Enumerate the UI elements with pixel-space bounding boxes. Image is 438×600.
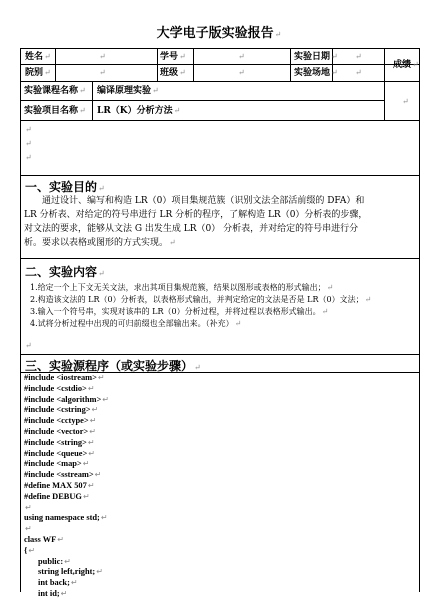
table-divider: [20, 120, 420, 121]
paragraph-mark-icon: ↵: [179, 52, 186, 61]
report-title-text: 大学电子版实验报告: [156, 26, 274, 41]
paragraph-mark-icon: ↵: [44, 52, 51, 61]
code-line: #include <map>↵: [24, 459, 90, 469]
paragraph-mark-icon: ↵: [25, 125, 32, 134]
code-line: #include <queue>↵: [24, 448, 95, 458]
paragraph-mark-icon: ↵: [194, 363, 201, 372]
code-line: #include <vector>↵: [24, 426, 96, 436]
table-divider: [384, 48, 385, 120]
paragraph-mark-icon: ↵: [98, 184, 105, 193]
class-label: 班级↵: [160, 68, 186, 78]
paragraph-mark-icon: ↵: [44, 68, 51, 77]
name-field[interactable]: [98, 51, 106, 63]
class-field[interactable]: [237, 67, 245, 79]
table-divider: [20, 175, 420, 176]
paragraph-mark-icon: ↵: [364, 295, 372, 304]
blank-line: [24, 138, 32, 150]
section-heading-purpose: 一、实验目的↵: [25, 180, 105, 194]
paragraph-mark-icon: ↵: [274, 30, 282, 39]
grade-field[interactable]: [401, 96, 409, 108]
table-divider: [20, 100, 384, 101]
course-label: 实验课程名称↵: [24, 86, 86, 96]
location-field[interactable]: [354, 67, 362, 79]
student-id-label: 学号↵: [160, 52, 186, 62]
table-divider: [157, 48, 158, 81]
code-line: public:↵: [38, 556, 71, 566]
code-line: ↵: [25, 502, 32, 512]
paragraph-mark-icon: ↵: [238, 68, 245, 77]
paragraph-mark-icon: ↵: [98, 269, 105, 278]
course-name: 编译原理实验↵: [97, 86, 159, 96]
paragraph-mark-icon: ↵: [331, 52, 338, 61]
section-heading-source: 三、实验源程序（或实验步骤）↵: [25, 359, 201, 373]
location-label: 实验场地↵: [294, 68, 338, 78]
list-item: 2.构造该文法的 LR（0）分析表，以表格形式输出，并判定给定的文法是否是 LR（0）文法；↵: [30, 295, 372, 304]
content-list: [24, 282, 418, 330]
paragraph-mark-icon: ↵: [25, 153, 32, 162]
code-line: #define MAX 507↵: [24, 480, 95, 490]
student-id-field[interactable]: [237, 51, 245, 63]
paragraph-mark-icon: ↵: [169, 238, 176, 247]
code-line: #define DEBUG↵: [24, 491, 90, 501]
code-line: using namespace std;↵: [24, 513, 108, 523]
paragraph-mark-icon: ↵: [355, 68, 362, 77]
project-name: LR（K）分析方法↵: [97, 106, 181, 116]
paragraph-mark-icon: ↵: [412, 60, 419, 69]
code-line: #include <cstring>↵: [24, 405, 99, 415]
table-divider: [20, 258, 420, 259]
source-code: [24, 373, 109, 600]
paragraph-mark-icon: ↵: [99, 52, 106, 61]
code-line: #include <cctype>↵: [24, 416, 97, 426]
list-item: 4.试将分析过程中出现的可归前缀也全部输出来。（补充）↵: [30, 319, 242, 328]
list-item: 3.输入一个符号串，实现对该串的 LR（0）分析过程，并将过程以表格形式输出。↵: [30, 307, 329, 316]
code-line: class WF↵: [24, 534, 64, 544]
report-title: [0, 22, 438, 41]
section-heading-content: 二、实验内容↵: [25, 265, 105, 279]
paragraph-mark-icon: ↵: [79, 106, 86, 115]
table-divider: [92, 81, 93, 120]
blank-line: [24, 152, 32, 164]
table-divider: [55, 48, 56, 81]
paragraph-mark-icon: ↵: [25, 139, 32, 148]
code-line: #include <string>↵: [24, 437, 95, 447]
paragraph-mark-icon: ↵: [99, 68, 106, 77]
code-line: ↵: [25, 524, 32, 534]
table-divider: [20, 354, 420, 355]
paragraph-mark-icon: ↵: [234, 319, 242, 328]
grade-label: 成绩↵: [393, 60, 419, 70]
paragraph-mark-icon: ↵: [25, 341, 32, 350]
paragraph-mark-icon: ↵: [355, 52, 362, 61]
table-divider: [20, 64, 420, 65]
code-line: #include <iostream>↵: [24, 373, 105, 382]
purpose-text: 通过设计、编写和构造 LR（0）项目集规范簇（识别文法全部活前缀的 DFA）和 LR 分析表、对给定的符号串进行 LR 分析的程序，了解构造 LR（0）分析表的步骤， 对文法的要求，能够从文法 G 出发生成 LR（0） 分析表，并对给定的符号串进行分 析。要求以表格或图形的方式实现。↵: [24, 196, 368, 248]
name-label: 姓名↵: [25, 52, 51, 62]
college-label: 院别↵: [25, 68, 51, 78]
list-item: 1.给定一个上下文无关文法，求出其项目集规范簇，结果以图形或表格的形式输出；↵: [30, 283, 334, 292]
paragraph-mark-icon: ↵: [238, 52, 245, 61]
table-divider: [193, 48, 194, 81]
date-field[interactable]: [354, 51, 362, 63]
paragraph-mark-icon: ↵: [331, 68, 338, 77]
code-line: int back;↵: [38, 578, 78, 588]
college-field[interactable]: [98, 67, 106, 79]
table-divider: [290, 48, 291, 81]
paragraph-mark-icon: ↵: [321, 307, 329, 316]
paragraph-mark-icon: ↵: [79, 86, 86, 95]
code-line: string left,right;↵: [38, 567, 103, 577]
paragraph-mark-icon: ↵: [402, 97, 409, 106]
paragraph-mark-icon: ↵: [326, 283, 334, 292]
paragraph-mark-icon: ↵: [173, 106, 181, 115]
blank-line: [24, 340, 32, 352]
paragraph-mark-icon: ↵: [152, 86, 159, 95]
blank-line: [24, 124, 32, 136]
code-line: #include <sstream>↵: [24, 470, 102, 480]
code-line: {↵: [24, 545, 36, 555]
code-line: int id;↵: [38, 588, 68, 598]
code-line: #include <algorithm>↵: [24, 394, 109, 404]
code-line: #include <cstdio>↵: [24, 383, 95, 393]
project-label: 实验项目名称↵: [24, 106, 86, 116]
table-divider: [20, 81, 420, 82]
date-label: 实验日期↵: [294, 52, 338, 62]
paragraph-mark-icon: ↵: [179, 68, 186, 77]
